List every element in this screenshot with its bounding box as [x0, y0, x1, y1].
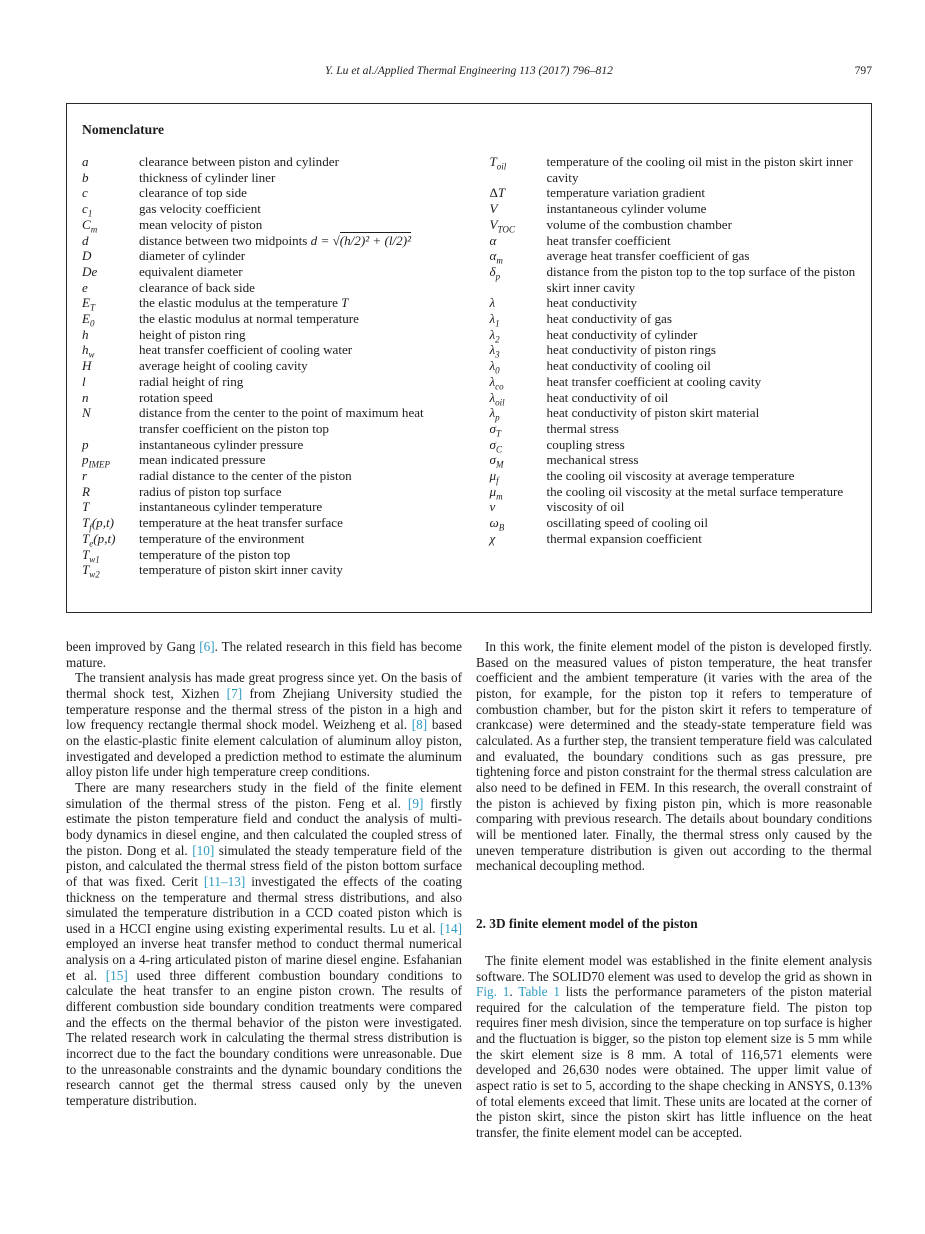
definition: volume of the combustion chamber — [546, 216, 732, 232]
nomenclature-entry — [490, 264, 858, 295]
symbol: n — [82, 389, 89, 405]
nomenclature-entry — [82, 374, 450, 390]
nomenclature-entry — [82, 452, 450, 468]
definition: the cooling oil viscosity at average temperature — [546, 468, 795, 484]
definition: gas velocity coefficient — [139, 201, 261, 217]
symbol: α — [489, 232, 497, 248]
symbol: d — [82, 232, 89, 248]
nomenclature-entry — [490, 185, 858, 201]
definition: mechanical stress — [546, 452, 639, 468]
definition: the cooling oil viscosity at the metal surface temperature — [546, 483, 844, 499]
sqrt-formula: √(h/2)² + (l/2)² — [332, 232, 411, 248]
fig-1-link[interactable]: Fig. 1 — [476, 984, 510, 1000]
body-text: . The related research in this field has become mature. — [66, 639, 462, 670]
nomenclature-entry — [82, 201, 450, 217]
nomenclature-entry — [490, 437, 858, 453]
running-head: Y. Lu et al./Applied Thermal Engineering 113 (2017) 796–812 — [325, 64, 613, 77]
nomenclature-entry — [82, 437, 450, 453]
symbol: b — [82, 169, 89, 185]
definition: thickness of cylinder liner — [139, 169, 276, 185]
definition: distance from the piston top to the top surface of the piston skirt inner cavity — [546, 263, 856, 295]
citation-6-link[interactable]: [6] — [199, 639, 215, 654]
nomenclature-entry — [490, 390, 858, 406]
definition: radial distance to the center of the piston — [139, 468, 352, 484]
symbol: c — [82, 185, 88, 201]
definition: mean indicated pressure — [139, 452, 266, 468]
definition: radius of piston top surface — [139, 483, 282, 499]
symbol: $\lambda_3$ — [489, 342, 500, 361]
definition: average height of cooling cavity — [139, 358, 308, 374]
page-header — [66, 64, 872, 77]
symbol: $\sigma_M$ — [489, 452, 504, 470]
definition: heat conductivity of cylinder — [546, 326, 698, 342]
paragraph — [476, 953, 872, 1141]
nomenclature-entry — [490, 531, 858, 547]
nomenclature-entry — [490, 358, 858, 374]
definition: temperature at the heat transfer surface — [139, 515, 343, 531]
nomenclature-entry — [82, 170, 450, 186]
paragraph — [476, 639, 872, 874]
body-text: In this work, the finite element model of the piston is developed firstly. Based on the measured values of piston temperature, the heat transfer coefficient and the ambient temperature (it varies with the area of the piston, for example, for the piston top it refers to temperature of combustion chamber, but for the piston skirt it refers to temperature of crankcase) were determined and the steady-state temperature field was calculated. As a further step, the transient temperature field was calculated and evaluated, the boundary conditions such as gas pressure, pre tightening force and piston constraint for the thermal stress calculation are also need to be defined in FEM. In this research, the overall constraint of the piston is achieved by fixing piston pin, which is more reasonable comparing with previous research. The details about boundary conditions will be mentioned later. Finally, the thermal stress only caused by the uneven temperature distribution is given out according to the thermal mechanical decoupling method. — [476, 639, 872, 874]
nomenclature-entry — [82, 515, 450, 531]
body-text: been improved by Gang — [66, 639, 200, 654]
symbol: p — [82, 436, 89, 452]
symbol: V — [489, 201, 498, 217]
symbol: $\mu_f$ — [489, 468, 499, 486]
nomenclature-entry — [82, 311, 450, 327]
definition: mean velocity of piston — [139, 216, 263, 232]
nomenclature-entry — [490, 248, 858, 264]
definition: thermal expansion coefficient — [546, 530, 702, 546]
nomenclature-entry — [82, 233, 450, 249]
definition: coupling stress — [546, 436, 625, 452]
symbol: $h_w$ — [82, 342, 95, 361]
symbol: v — [489, 499, 496, 515]
definition: heat transfer coefficient — [546, 232, 671, 248]
nomenclature-entry — [490, 217, 858, 233]
definition: viscosity of oil — [546, 499, 625, 515]
nomenclature-entry — [490, 452, 858, 468]
definition: distance between two midpoints d = √(h/2)² + (l/2)² — [139, 232, 411, 248]
nomenclature-entry — [82, 531, 450, 547]
article-body — [66, 639, 872, 1141]
citation-8-link[interactable]: [8] — [411, 717, 428, 733]
definition: instantaneous cylinder volume — [546, 201, 707, 217]
definition: temperature of piston skirt inner cavity — [139, 562, 343, 578]
symbol: ΔT — [489, 185, 506, 201]
definition: clearance of back side — [139, 279, 255, 295]
definition: heat conductivity of piston skirt material — [546, 405, 760, 421]
symbol: $\sigma_T$ — [489, 420, 501, 439]
nomenclature-entry — [82, 248, 450, 264]
body-text: used three different combustion boundary conditions to calculate the heat transfer to an engine piston crown. The results of different combustion side boundary condition treatments were compared and the effects on the thermal behavior of the piston were investigated. The related research work in calculating the thermal stress distribution is incorrect due to the fact the boundary conditions were unreasonable. Due to the unreasonable constraints and the dynamic boundary conditions the research cannot get the thermal stress caused only by the uneven temperature distribution. — [66, 967, 463, 1109]
symbol: $\sigma_C$ — [489, 436, 502, 455]
table-1-link[interactable]: Table 1 — [518, 984, 560, 1000]
definition: average heat transfer coefficient of gas — [546, 248, 750, 264]
symbol: De — [82, 263, 98, 279]
body-text: investigated the effects of the coating thickness on the temperature and thermal stress distributions, and also simulated the temperature distribution in a CCD coated piston which is used in a HCCI engine using existing experimental results. Lu et al. — [66, 873, 462, 936]
body-text: simulated the steady temperature field of the piston, and calculated the thermal stress field of the piston bottom surface of that was fixed. Cerit — [66, 842, 462, 889]
definition: radial height of ring — [139, 373, 244, 389]
definition: height of piston ring — [139, 326, 246, 342]
symbol: $c_1$ — [82, 201, 93, 219]
definition: thermal stress — [546, 420, 619, 436]
symbol: $E_0$ — [82, 311, 95, 329]
definition: distance from the center to the point of maximum heat transfer coefficient on the piston top — [139, 405, 424, 436]
definition: oscillating speed of cooling oil — [546, 515, 708, 531]
definition: heat conductivity — [546, 295, 638, 311]
body-text: based on the elastic-plastic finite element calculation of aluminum alloy piston, investigated and developed a prediction method to estimate the aluminum alloy piston life under high temperature creep conditions. — [66, 717, 463, 780]
section-heading: 2. 3D finite element model of the piston — [476, 915, 698, 931]
nomenclature-title: Nomenclature — [82, 122, 165, 137]
definition: heat transfer coefficient at cooling cavity — [546, 373, 762, 389]
citation-9-link[interactable]: [9] — [407, 795, 424, 811]
nomenclature-entry — [490, 515, 858, 531]
symbol: D — [82, 248, 92, 264]
symbol: $C_m$ — [82, 216, 98, 235]
paragraph — [66, 639, 462, 670]
nomenclature-right-column — [490, 154, 858, 578]
nomenclature-entry — [490, 327, 858, 343]
citation-10-link[interactable]: [10] — [192, 842, 215, 858]
definition: clearance of top side — [139, 185, 247, 201]
definition: temperature variation gradient — [546, 185, 706, 201]
definition: clearance between piston and cylinder — [139, 154, 339, 169]
definition: heat conductivity of piston rings — [546, 342, 716, 358]
nomenclature-entry — [490, 201, 858, 217]
definition: equivalent diameter — [139, 263, 243, 279]
nomenclature-entry — [490, 405, 858, 421]
definition: instantaneous cylinder temperature — [139, 499, 323, 515]
nomenclature-entry — [82, 358, 450, 374]
body-left-column — [66, 639, 462, 1141]
nomenclature-columns — [82, 154, 857, 578]
nomenclature-entry — [82, 547, 450, 563]
nomenclature-entry — [490, 468, 858, 484]
paragraph — [66, 780, 462, 1109]
definition: the elastic modulus at normal temperature — [139, 311, 359, 327]
nomenclature-entry — [82, 562, 450, 578]
symbol: λ — [489, 295, 496, 311]
symbol: $\mu_m$ — [489, 483, 503, 502]
page-number: 797 — [854, 64, 872, 77]
nomenclature-entry — [490, 421, 858, 437]
symbol: $\delta_p$ — [489, 263, 501, 282]
definition: temperature of the environment — [139, 530, 305, 546]
citation-11-13-link[interactable]: [11–13] — [203, 873, 246, 889]
nomenclature-entry — [490, 484, 858, 500]
symbol: R — [82, 483, 90, 499]
symbol: $\lambda_{oil}$ — [489, 389, 505, 408]
citation-14-link[interactable]: [14] — [439, 920, 462, 936]
nomenclature-entry — [490, 295, 858, 311]
nomenclature-entry — [82, 154, 450, 170]
symbol: $\lambda_{co}$ — [489, 373, 504, 392]
symbol: $T_f(p,t)$ — [82, 515, 114, 533]
body-text: The transient analysis has made great progress since yet. On the basis of thermal shock test, Xizhen — [66, 670, 462, 701]
symbol: e — [82, 279, 88, 295]
nomenclature-entry — [82, 185, 450, 201]
definition: temperature of the piston top — [139, 546, 291, 562]
symbol: a — [82, 154, 89, 169]
symbol: $T_{oil}$ — [489, 154, 507, 172]
nomenclature-entry — [82, 499, 450, 515]
nomenclature-entry — [490, 154, 858, 185]
body-right-column — [476, 639, 872, 1141]
body-text: firstly estimate the piston temperature field and conduct the analysis of multi-body dynamics in diesel engine, and then calculated the coupled stress of the piston. Dong et al. — [66, 795, 463, 858]
symbol: $T_{w1}$ — [82, 546, 100, 565]
definition: temperature of the cooling oil mist in the piston skirt inner cavity — [546, 154, 853, 185]
citation-7-link[interactable]: [7] — [226, 685, 243, 701]
nomenclature-entry — [490, 374, 858, 390]
symbol: $p_{IMEP}$ — [82, 452, 111, 470]
definition: diameter of cylinder — [139, 248, 246, 264]
citation-15-link[interactable]: [15] — [105, 967, 128, 983]
paragraph — [66, 670, 462, 780]
symbol: $\lambda_1$ — [489, 311, 500, 329]
definition: the elastic modulus at the temperature T — [139, 295, 349, 311]
symbol: T — [82, 499, 90, 515]
definition: rotation speed — [139, 389, 213, 405]
body-text: lists the performance parameters of the piston material required for the calculation of the temperature field. The piston top requires finer mesh division, since the temperature on top surface is higher and the fluctuation is bigger, so the piston top element size is 5 mm while the skirt element size is 8 mm. A total of 116,571 elements were developed and 26,630 nodes were obtained. The upper limit value of aspect ratio is set to 5, according to the shape checking in ANSYS, 0.13% of total elements exceed that limit. These units are located at the corner of the piston skirt, since the piston skirt has little influence on the heat transfer, the finite element model can be accepted. — [476, 984, 872, 1141]
nomenclature-entry — [82, 390, 450, 406]
symbol: $\alpha_m$ — [489, 248, 503, 266]
symbol: $T_e(p,t)$ — [82, 530, 116, 549]
body-text: employed an inverse heat transfer method to conduct thermal numerical analysis on a 4-ring articulated piston of marine diesel engine. Esfahanian et al. — [66, 936, 462, 983]
nomenclature-entry — [489, 342, 858, 361]
definition: heat conductivity of oil — [546, 389, 669, 405]
symbol: l — [82, 373, 86, 389]
symbol: h — [82, 326, 89, 342]
symbol: H — [82, 358, 92, 374]
symbol: $\omega_B$ — [489, 515, 505, 533]
symbol: χ — [489, 530, 496, 546]
nomenclature-entry — [82, 342, 450, 361]
symbol: $E_T$ — [82, 295, 96, 313]
nomenclature-entry — [82, 405, 450, 436]
definition: heat conductivity of cooling oil — [546, 358, 711, 374]
nomenclature-entry — [82, 217, 450, 233]
body-text: There are many researchers study in the field of the finite element simulation of the thermal stress of the piston. Feng et al. — [66, 779, 462, 811]
nomenclature-entry — [490, 499, 858, 515]
nomenclature-entry — [82, 295, 450, 311]
body-text: The finite element model was established in the finite element analysis software. The SOLID70 element was used to develop the grid as shown in — [476, 952, 872, 984]
symbol: $\lambda_2$ — [489, 326, 500, 345]
nomenclature-entry — [82, 264, 450, 280]
nomenclature-entry — [82, 327, 450, 343]
nomenclature-entry — [490, 311, 858, 327]
body-text: from Zhejiang University studied the temperature response and the thermal stress of the piston in a high and low frequency rectangle thermal shock model. Weizheng et al. — [66, 685, 463, 733]
nomenclature-entry — [82, 468, 450, 484]
nomenclature-entry — [82, 280, 450, 296]
definition: heat conductivity of gas — [546, 311, 672, 327]
symbol: $V_{TOC}$ — [489, 216, 515, 235]
symbol: $\lambda_0$ — [489, 358, 500, 376]
symbol: $T_{w2}$ — [82, 562, 100, 580]
symbol: r — [82, 468, 88, 484]
symbol: $\lambda_p$ — [489, 405, 500, 423]
nomenclature-entry — [490, 233, 858, 249]
definition: instantaneous cylinder pressure — [139, 436, 304, 452]
symbol: N — [82, 405, 91, 421]
nomenclature-box — [66, 103, 872, 613]
nomenclature-left-column — [82, 154, 450, 578]
definition: heat transfer coefficient of cooling water — [139, 342, 353, 358]
body-text: . — [509, 984, 519, 1000]
nomenclature-entry — [82, 484, 450, 500]
